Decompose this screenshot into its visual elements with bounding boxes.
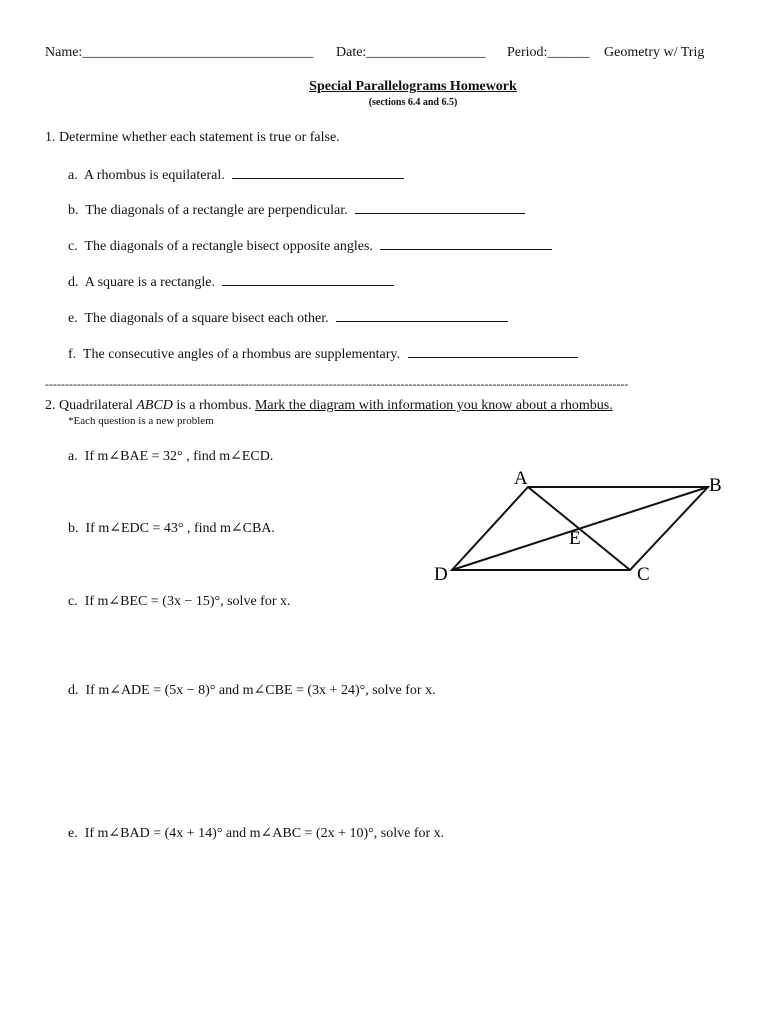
- item-letter: d.: [68, 683, 79, 698]
- q2-note: *Each question is a new problem: [68, 415, 214, 427]
- answer-blank[interactable]: [355, 201, 525, 214]
- item-text: A rhombus is equilateral.: [83, 168, 225, 183]
- item-letter: c.: [68, 594, 78, 609]
- q2-instruction: Mark the diagram with information you know about a rhombus.: [254, 398, 613, 413]
- rhombus-diagram: [420, 460, 740, 590]
- q2-item-e: [68, 825, 444, 842]
- name-field[interactable]: Name:_________________________________: [45, 45, 314, 60]
- item-text: The consecutive angles of a rhombus are supplementary.: [82, 347, 401, 362]
- item-text: The diagonals of a rectangle are perpendicular.: [85, 203, 348, 218]
- item-text: A square is a rectangle.: [84, 275, 215, 290]
- item-text: If m∠BEC = (3x − 15)°, solve for x.: [84, 594, 291, 609]
- item-letter: f.: [68, 347, 77, 362]
- q1-item-c: [68, 237, 552, 255]
- q2-item-c: [68, 593, 290, 610]
- vertex-label-c: C: [637, 564, 650, 585]
- q2-item-a: [68, 448, 273, 465]
- item-letter: a.: [68, 449, 78, 464]
- answer-blank[interactable]: [336, 309, 508, 322]
- question-2-prompt: [45, 398, 613, 414]
- q2-number: 2. Quadrilateral: [45, 398, 133, 413]
- page-title: Special Parallelograms Homework: [309, 79, 517, 94]
- section-divider: --------------------------------------------------------------------------------------------------------------------------------------------------: [45, 377, 629, 391]
- item-letter: c.: [68, 239, 78, 254]
- period-field[interactable]: Period:______: [507, 45, 590, 60]
- q1-item-f: [68, 345, 578, 363]
- item-letter: a.: [68, 168, 78, 183]
- answer-blank[interactable]: [380, 237, 552, 250]
- answer-blank[interactable]: [222, 273, 394, 286]
- q2-shape: ABCD: [136, 398, 173, 413]
- intersection-label-e: E: [569, 528, 581, 549]
- item-text: If m∠BAD = (4x + 14)° and m∠ABC = (2x + 10)°, solve for x.: [84, 826, 445, 841]
- q2-item-d: [68, 682, 436, 699]
- item-letter: b.: [68, 521, 79, 536]
- q2-mid: is a rhombus.: [176, 398, 252, 413]
- vertex-label-b: B: [709, 475, 722, 496]
- q1-item-b: [68, 201, 525, 219]
- date-field[interactable]: Date:_________________: [336, 45, 486, 60]
- page-subtitle: (sections 6.4 and 6.5): [368, 97, 458, 108]
- answer-blank[interactable]: [408, 345, 578, 358]
- item-letter: e.: [68, 826, 78, 841]
- answer-blank[interactable]: [232, 166, 404, 179]
- item-text: If m∠BAE = 32° , find m∠ECD.: [84, 449, 274, 464]
- course-label: Geometry w/ Trig: [604, 45, 705, 60]
- question-1-prompt: 1. Determine whether each statement is true or false.: [45, 130, 340, 145]
- item-text: If m∠ADE = (5x − 8)° and m∠CBE = (3x + 24)°, solve for x.: [85, 683, 436, 698]
- q2-item-b: [68, 520, 275, 537]
- q1-item-e: [68, 309, 508, 327]
- vertex-label-d: D: [434, 564, 448, 585]
- q1-item-d: [68, 273, 394, 291]
- q1-item-a: [68, 166, 404, 184]
- item-letter: d.: [68, 275, 79, 290]
- item-text: If m∠EDC = 43° , find m∠CBA.: [85, 521, 275, 536]
- item-text: The diagonals of a square bisect each other.: [84, 311, 329, 326]
- item-letter: e.: [68, 311, 78, 326]
- item-letter: b.: [68, 203, 79, 218]
- vertex-label-a: A: [514, 468, 528, 489]
- item-text: The diagonals of a rectangle bisect opposite angles.: [84, 239, 373, 254]
